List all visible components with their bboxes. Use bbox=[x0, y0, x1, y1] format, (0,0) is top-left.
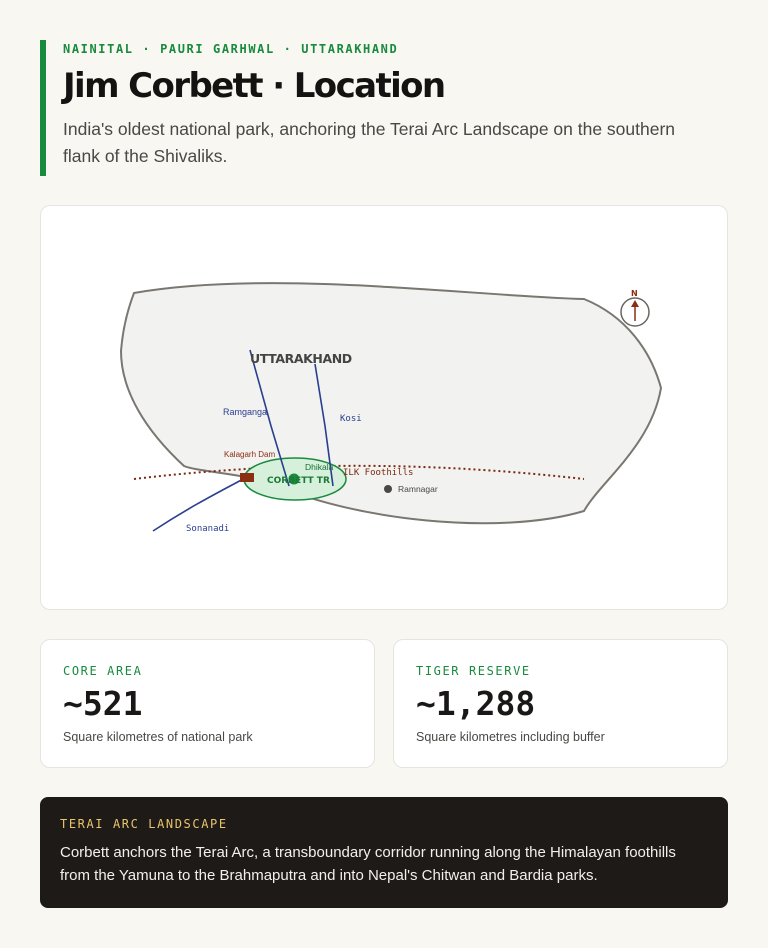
foothills-label: ILK Foothills bbox=[343, 468, 414, 478]
sonanadi-river bbox=[153, 477, 247, 531]
kosi-label: Kosi bbox=[340, 414, 362, 424]
ramnagar-marker bbox=[384, 485, 392, 493]
page-title: Jim Corbett · Location bbox=[63, 66, 445, 106]
dhikala-label: Dhikala bbox=[305, 462, 334, 472]
core-area-label: CORE AREA bbox=[63, 664, 143, 678]
page-subtitle: India's oldest national park, anchoring the Terai Arc Landscape on the southern flank of the Shivaliks. bbox=[63, 119, 676, 166]
sonanadi-label: Sonanadi bbox=[186, 524, 230, 534]
park-label: CORBETT TR bbox=[267, 476, 330, 486]
tiger-reserve-label: TIGER RESERVE bbox=[416, 664, 531, 678]
callout-label: TERAI ARC LANDSCAPE bbox=[60, 817, 228, 831]
callout-body: Corbett anchors the Terai Arc, a transboundary corridor running along the Himalayan foothills from the Yamuna to the Brahmaputra and into Nepal's Chitwan and Bardia parks. bbox=[60, 844, 676, 884]
location-kicker: NAINITAL · PAURI GARHWAL · UTTARAKHAND bbox=[63, 42, 399, 56]
compass-north-label: N bbox=[631, 289, 638, 298]
terai-arc-callout bbox=[40, 797, 728, 908]
location-map bbox=[41, 206, 728, 610]
ramnagar-label: Ramnagar bbox=[398, 484, 438, 494]
tiger-reserve-card bbox=[393, 639, 728, 768]
ramganga-label: Ramganga bbox=[223, 407, 268, 417]
core-area-desc: Square kilometres of national park bbox=[63, 730, 253, 744]
tiger-reserve-desc: Square kilometres including buffer bbox=[416, 730, 605, 744]
kalagarh-dam-label: Kalagarh Dam bbox=[224, 450, 276, 459]
region-label: UTTARAKHAND bbox=[250, 351, 352, 366]
tiger-reserve-value: ~1,288 bbox=[416, 684, 536, 723]
page-header bbox=[40, 40, 720, 176]
compass-icon bbox=[621, 289, 649, 326]
core-area-card bbox=[40, 639, 375, 768]
location-map-card bbox=[40, 205, 728, 610]
kalagarh-dam-marker bbox=[240, 473, 254, 482]
core-area-value: ~521 bbox=[63, 684, 143, 723]
